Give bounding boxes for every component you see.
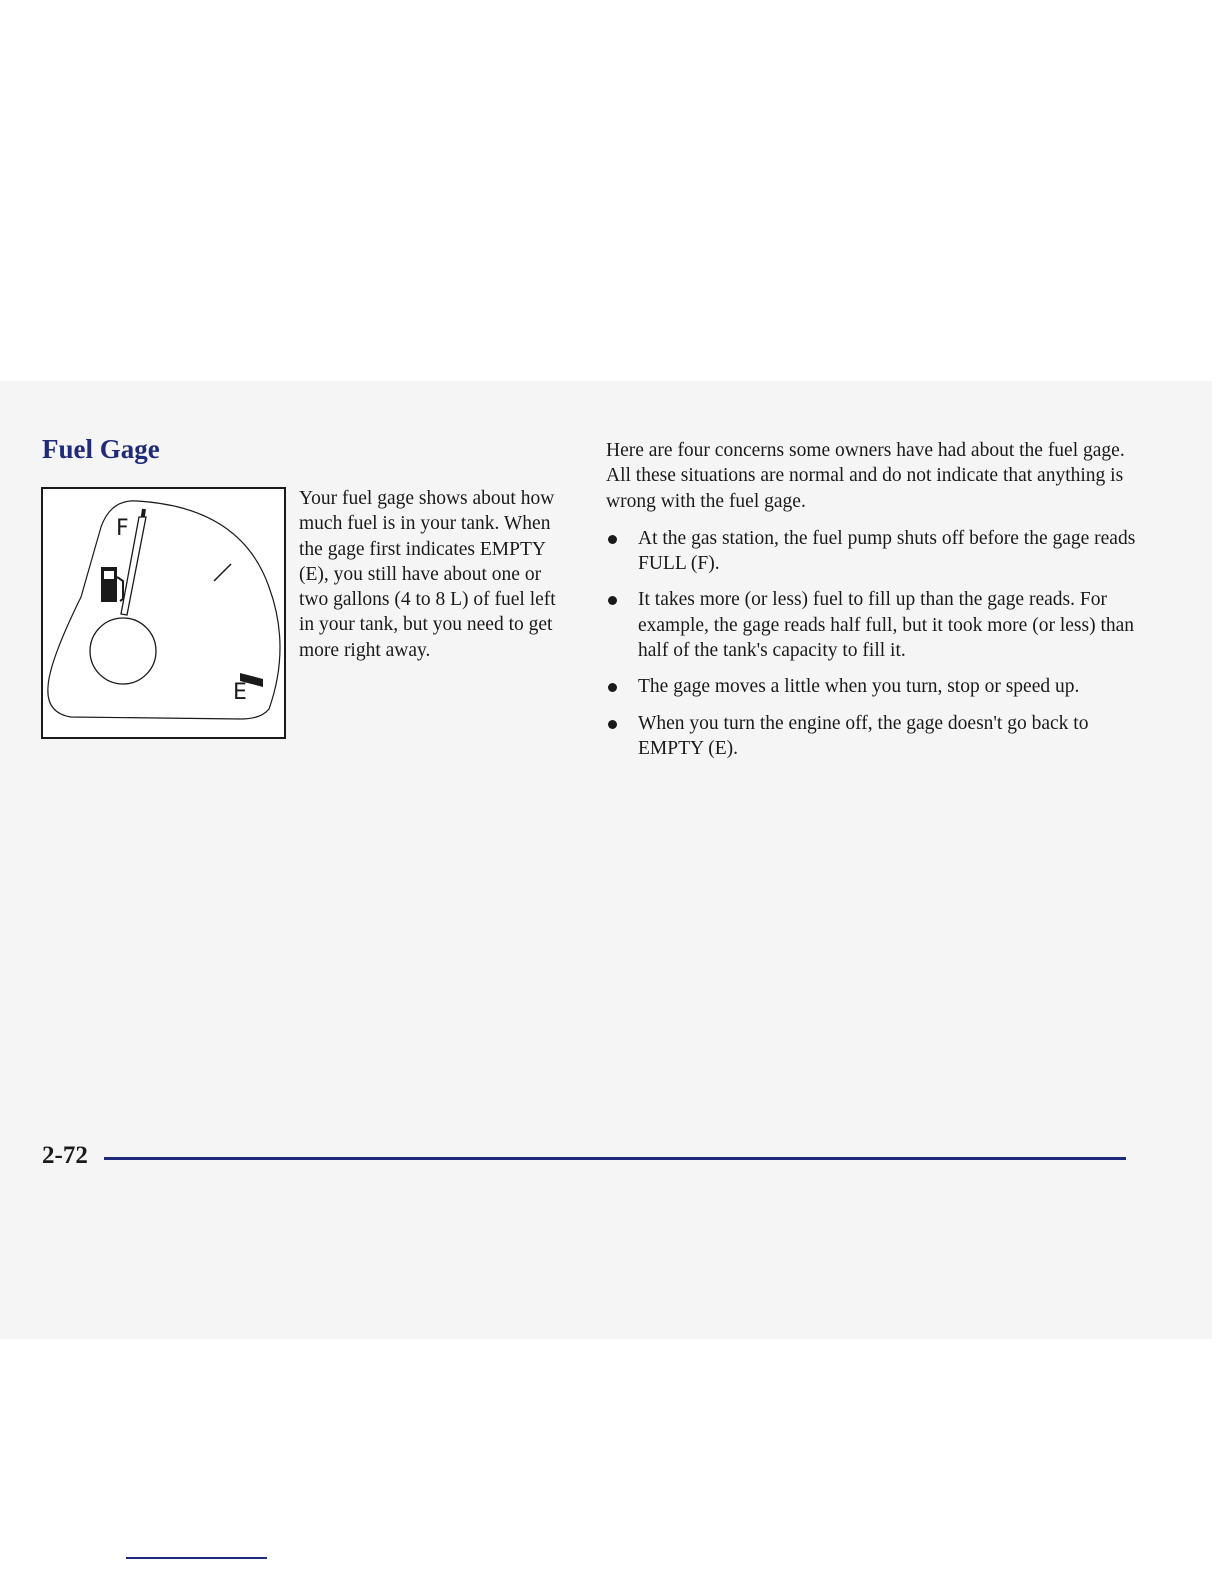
bullet-icon [608, 535, 617, 544]
concerns-section [606, 438, 1136, 772]
list-item-text: The gage moves a little when you turn, stop or speed up. [638, 676, 1080, 698]
list-item [606, 674, 1136, 699]
section-title: Fuel Gage [42, 434, 160, 464]
bullet-icon [608, 596, 617, 605]
concerns-list [606, 526, 1136, 761]
intro-paragraph: Your fuel gage shows about how much fuel is in your tank. When the gage first indicates EMPTY (E), you still have about one or two gallons (4 to 8 L) of fuel left in your tank, but you need to get more right away. [299, 488, 556, 661]
list-item-text: It takes more (or less) fuel to fill up than the gage reads. For example, the gage reads half full, but it took more (or less) than half of the tank's capacity to fill it. [638, 589, 1135, 662]
fuel-gauge-svg [41, 487, 286, 739]
page-number: 2-72 [42, 1142, 88, 1169]
footer-rule [104, 1157, 1126, 1160]
empty-label: E [233, 680, 247, 705]
list-item-text: At the gas station, the fuel pump shuts off before the gage reads FULL (F). [638, 527, 1136, 575]
bullet-icon [608, 683, 617, 692]
bottom-link-rule[interactable] [126, 1557, 267, 1559]
list-item [606, 711, 1136, 762]
gauge-hub [90, 618, 156, 684]
list-item-text: When you turn the engine off, the gage doesn't go back to EMPTY (E). [638, 712, 1089, 759]
list-item [606, 526, 1136, 577]
concerns-lead: Here are four concerns some owners have had about the fuel gage. All these situations are normal and do not indicate that anything is wrong with the fuel gage. [606, 440, 1125, 512]
list-item [606, 587, 1136, 663]
gauge-frame [42, 488, 285, 738]
fuel-gauge-figure [41, 487, 286, 739]
full-label: F [116, 516, 129, 541]
bullet-icon [608, 720, 617, 729]
